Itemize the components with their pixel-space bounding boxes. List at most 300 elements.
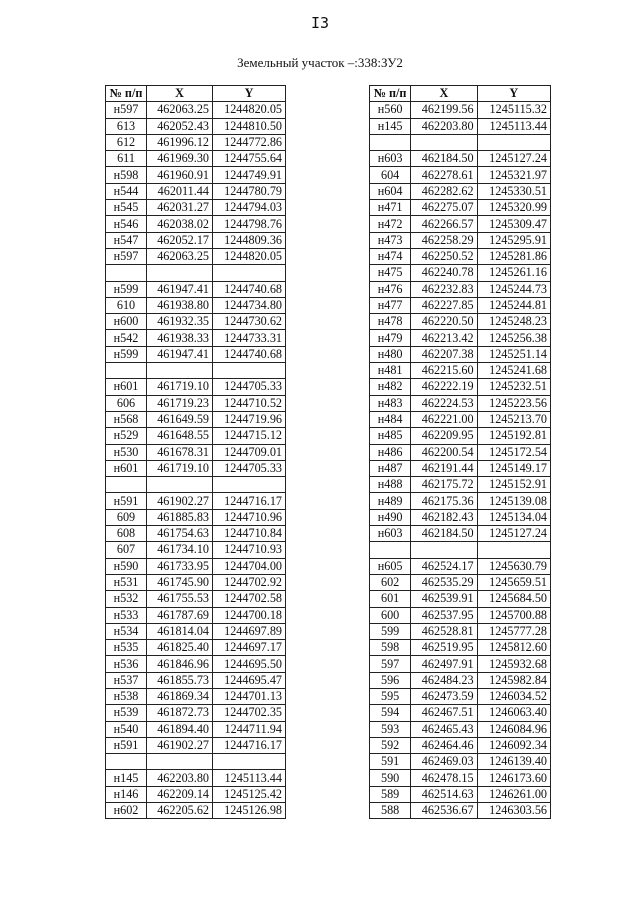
- page-number: I3: [310, 14, 330, 32]
- y-coordinate-cell: 1245134.04: [477, 509, 550, 525]
- x-coordinate-cell: 461754.63: [147, 526, 213, 542]
- x-coordinate-cell: 461719.23: [147, 395, 213, 411]
- table-row: [370, 167, 551, 183]
- header-x: X: [147, 86, 213, 102]
- x-coordinate-cell: 462220.50: [411, 314, 477, 330]
- table-row: [106, 672, 286, 688]
- table-row: [106, 623, 286, 639]
- point-number-cell: 598: [370, 640, 411, 656]
- y-coordinate-cell: 1244733.31: [213, 330, 286, 346]
- point-number-cell: н471: [370, 200, 411, 216]
- y-coordinate-cell: 1244755.64: [213, 151, 286, 167]
- table-row: [370, 118, 551, 134]
- table-row: [106, 379, 286, 395]
- y-coordinate-cell: 1245251.14: [477, 346, 550, 362]
- y-coordinate-cell: 1245256.38: [477, 330, 550, 346]
- x-coordinate-cell: [147, 363, 213, 379]
- x-coordinate-cell: 462258.29: [411, 232, 477, 248]
- x-coordinate-cell: 461969.30: [147, 151, 213, 167]
- table-row: [106, 395, 286, 411]
- point-number-cell: [106, 754, 147, 770]
- point-number-cell: н601: [106, 379, 147, 395]
- y-coordinate-cell: 1245244.73: [477, 281, 550, 297]
- point-number-cell: н530: [106, 444, 147, 460]
- y-coordinate-cell: 1244780.79: [213, 183, 286, 199]
- point-number-cell: 612: [106, 134, 147, 150]
- point-number-cell: н145: [106, 770, 147, 786]
- coordinates-table-left: [105, 85, 286, 819]
- y-coordinate-cell: 1245700.88: [477, 607, 550, 623]
- y-coordinate-cell: 1245330.51: [477, 183, 550, 199]
- x-coordinate-cell: 462031.27: [147, 200, 213, 216]
- point-number-cell: н487: [370, 460, 411, 476]
- table-row: [106, 786, 286, 802]
- point-number-cell: 590: [370, 770, 411, 786]
- y-coordinate-cell: 1246092.34: [477, 737, 550, 753]
- table-row: [106, 721, 286, 737]
- table-row: [106, 167, 286, 183]
- x-coordinate-cell: 462191.44: [411, 460, 477, 476]
- point-number-cell: н603: [370, 151, 411, 167]
- table-row: [370, 591, 551, 607]
- y-coordinate-cell: 1245932.68: [477, 656, 550, 672]
- point-number-cell: н478: [370, 314, 411, 330]
- point-number-cell: 591: [370, 754, 411, 770]
- y-coordinate-cell: 1245295.91: [477, 232, 550, 248]
- x-coordinate-cell: 461996.12: [147, 134, 213, 150]
- x-coordinate-cell: [147, 265, 213, 281]
- x-coordinate-cell: 461938.33: [147, 330, 213, 346]
- y-coordinate-cell: 1246084.96: [477, 721, 550, 737]
- x-coordinate-cell: 462200.54: [411, 444, 477, 460]
- point-number-cell: н490: [370, 509, 411, 525]
- point-number-cell: н529: [106, 428, 147, 444]
- table-row: [370, 477, 551, 493]
- table-row: [106, 118, 286, 134]
- table-row: [106, 428, 286, 444]
- table-row: [370, 460, 551, 476]
- table-row: [370, 379, 551, 395]
- table-row: [106, 330, 286, 346]
- y-coordinate-cell: 1244701.13: [213, 688, 286, 704]
- table-row: [370, 803, 551, 819]
- point-number-cell: [106, 477, 147, 493]
- table-row: [106, 558, 286, 574]
- table-row: [106, 460, 286, 476]
- table-row: [370, 265, 551, 281]
- table-row: [106, 493, 286, 509]
- table-row: [370, 770, 551, 786]
- point-number-cell: 602: [370, 574, 411, 590]
- table-row: [106, 248, 286, 264]
- x-coordinate-cell: 462184.50: [411, 151, 477, 167]
- y-coordinate-cell: 1245244.81: [477, 297, 550, 313]
- y-coordinate-cell: 1244702.92: [213, 574, 286, 590]
- point-number-cell: 611: [106, 151, 147, 167]
- y-coordinate-cell: 1245261.16: [477, 265, 550, 281]
- y-coordinate-cell: 1245213.70: [477, 411, 550, 427]
- y-coordinate-cell: [213, 477, 286, 493]
- y-coordinate-cell: 1245139.08: [477, 493, 550, 509]
- x-coordinate-cell: 462205.62: [147, 803, 213, 819]
- point-number-cell: 589: [370, 786, 411, 802]
- x-coordinate-cell: 462011.44: [147, 183, 213, 199]
- point-number-cell: н486: [370, 444, 411, 460]
- point-number-cell: н544: [106, 183, 147, 199]
- point-number-cell: н146: [106, 786, 147, 802]
- table-row: [370, 640, 551, 656]
- x-coordinate-cell: 462519.95: [411, 640, 477, 656]
- y-coordinate-cell: 1245126.98: [213, 803, 286, 819]
- x-coordinate-cell: 462464.46: [411, 737, 477, 753]
- y-coordinate-cell: 1244820.05: [213, 102, 286, 118]
- x-coordinate-cell: 461855.73: [147, 672, 213, 688]
- point-number-cell: н473: [370, 232, 411, 248]
- y-coordinate-cell: 1245127.24: [477, 151, 550, 167]
- y-coordinate-cell: 1244734.80: [213, 297, 286, 313]
- x-coordinate-cell: 461932.35: [147, 314, 213, 330]
- table-row: [370, 232, 551, 248]
- table-row: [370, 558, 551, 574]
- table-row: [370, 688, 551, 704]
- table-row: [370, 574, 551, 590]
- header-y: Y: [213, 86, 286, 102]
- point-number-cell: н540: [106, 721, 147, 737]
- x-coordinate-cell: 462484.23: [411, 672, 477, 688]
- point-number-cell: н601: [106, 460, 147, 476]
- x-coordinate-cell: 462038.02: [147, 216, 213, 232]
- x-coordinate-cell: [411, 542, 477, 558]
- point-number-cell: н482: [370, 379, 411, 395]
- x-coordinate-cell: 461894.40: [147, 721, 213, 737]
- y-coordinate-cell: 1244705.33: [213, 460, 286, 476]
- point-number-cell: н605: [370, 558, 411, 574]
- point-number-cell: н535: [106, 640, 147, 656]
- x-coordinate-cell: 461902.27: [147, 737, 213, 753]
- point-number-cell: н537: [106, 672, 147, 688]
- y-coordinate-cell: 1244700.18: [213, 607, 286, 623]
- y-coordinate-cell: [213, 265, 286, 281]
- x-coordinate-cell: 461947.41: [147, 281, 213, 297]
- x-coordinate-cell: 462478.15: [411, 770, 477, 786]
- y-coordinate-cell: 1245659.51: [477, 574, 550, 590]
- y-coordinate-cell: 1244697.89: [213, 623, 286, 639]
- point-number-cell: н547: [106, 232, 147, 248]
- x-coordinate-cell: 462278.61: [411, 167, 477, 183]
- point-number-cell: 600: [370, 607, 411, 623]
- y-coordinate-cell: 1244697.17: [213, 640, 286, 656]
- y-coordinate-cell: 1246063.40: [477, 705, 550, 721]
- x-coordinate-cell: 462473.59: [411, 688, 477, 704]
- point-number-cell: 593: [370, 721, 411, 737]
- table-row: [370, 411, 551, 427]
- y-coordinate-cell: 1245152.91: [477, 477, 550, 493]
- table-row: [370, 281, 551, 297]
- point-number-cell: 597: [370, 656, 411, 672]
- point-number-cell: [370, 542, 411, 558]
- point-number-cell: н539: [106, 705, 147, 721]
- table-row: [106, 509, 286, 525]
- y-coordinate-cell: 1244772.86: [213, 134, 286, 150]
- point-number-cell: н534: [106, 623, 147, 639]
- x-coordinate-cell: 461885.83: [147, 509, 213, 525]
- x-coordinate-cell: 461902.27: [147, 493, 213, 509]
- table-row: [106, 411, 286, 427]
- point-number-cell: н604: [370, 183, 411, 199]
- table-row: [106, 216, 286, 232]
- y-coordinate-cell: 1244730.62: [213, 314, 286, 330]
- table-row: [370, 216, 551, 232]
- table-row: [370, 444, 551, 460]
- point-number-cell: 588: [370, 803, 411, 819]
- x-coordinate-cell: 461678.31: [147, 444, 213, 460]
- x-coordinate-cell: 462227.85: [411, 297, 477, 313]
- table-row: [106, 477, 286, 493]
- x-coordinate-cell: 462514.63: [411, 786, 477, 802]
- x-coordinate-cell: 462275.07: [411, 200, 477, 216]
- y-coordinate-cell: 1245281.86: [477, 248, 550, 264]
- x-coordinate-cell: 462232.83: [411, 281, 477, 297]
- x-coordinate-cell: 461814.04: [147, 623, 213, 639]
- point-number-cell: 594: [370, 705, 411, 721]
- table-row: [106, 281, 286, 297]
- x-coordinate-cell: 461938.80: [147, 297, 213, 313]
- table-row: [106, 346, 286, 362]
- table-row: [370, 330, 551, 346]
- x-coordinate-cell: 462182.43: [411, 509, 477, 525]
- y-coordinate-cell: 1245125.42: [213, 786, 286, 802]
- point-number-cell: 613: [106, 118, 147, 134]
- table-row: [106, 444, 286, 460]
- point-number-cell: 592: [370, 737, 411, 753]
- point-number-cell: н590: [106, 558, 147, 574]
- y-coordinate-cell: 1245223.56: [477, 395, 550, 411]
- table-row: [106, 640, 286, 656]
- point-number-cell: н536: [106, 656, 147, 672]
- point-number-cell: н484: [370, 411, 411, 427]
- point-number-cell: н481: [370, 363, 411, 379]
- point-number-cell: н479: [370, 330, 411, 346]
- x-coordinate-cell: 462467.51: [411, 705, 477, 721]
- table-row: [370, 183, 551, 199]
- point-number-cell: 606: [106, 395, 147, 411]
- table-row: [370, 200, 551, 216]
- table-row: [370, 428, 551, 444]
- point-number-cell: н531: [106, 574, 147, 590]
- y-coordinate-cell: 1245320.99: [477, 200, 550, 216]
- x-coordinate-cell: 461846.96: [147, 656, 213, 672]
- point-number-cell: н145: [370, 118, 411, 134]
- point-number-cell: 595: [370, 688, 411, 704]
- table-row: [370, 542, 551, 558]
- x-coordinate-cell: 461787.69: [147, 607, 213, 623]
- y-coordinate-cell: [477, 134, 550, 150]
- x-coordinate-cell: 462465.43: [411, 721, 477, 737]
- y-coordinate-cell: 1244709.01: [213, 444, 286, 460]
- x-coordinate-cell: 462224.53: [411, 395, 477, 411]
- table-row: [106, 232, 286, 248]
- point-number-cell: 607: [106, 542, 147, 558]
- x-coordinate-cell: 462266.57: [411, 216, 477, 232]
- y-coordinate-cell: 1245113.44: [213, 770, 286, 786]
- point-number-cell: н533: [106, 607, 147, 623]
- y-coordinate-cell: 1244716.17: [213, 493, 286, 509]
- x-coordinate-cell: 462052.17: [147, 232, 213, 248]
- x-coordinate-cell: 462539.91: [411, 591, 477, 607]
- y-coordinate-cell: 1245630.79: [477, 558, 550, 574]
- y-coordinate-cell: 1244715.12: [213, 428, 286, 444]
- table-row: [106, 265, 286, 281]
- table-row: [370, 786, 551, 802]
- point-number-cell: н568: [106, 411, 147, 427]
- table-row: [370, 248, 551, 264]
- table-row: [106, 183, 286, 199]
- point-number-cell: н488: [370, 477, 411, 493]
- x-coordinate-cell: 462221.00: [411, 411, 477, 427]
- y-coordinate-cell: 1245241.68: [477, 363, 550, 379]
- y-coordinate-cell: 1245684.50: [477, 591, 550, 607]
- point-number-cell: н600: [106, 314, 147, 330]
- x-coordinate-cell: 462063.25: [147, 248, 213, 264]
- table-row: [370, 672, 551, 688]
- y-coordinate-cell: [213, 363, 286, 379]
- point-number-cell: [106, 363, 147, 379]
- y-coordinate-cell: 1245321.97: [477, 167, 550, 183]
- point-number-cell: 596: [370, 672, 411, 688]
- table-row: [370, 656, 551, 672]
- table-row: [106, 200, 286, 216]
- table-row: [106, 134, 286, 150]
- table-row: [370, 363, 551, 379]
- y-coordinate-cell: 1244710.84: [213, 526, 286, 542]
- table-row: [106, 363, 286, 379]
- y-coordinate-cell: 1246173.60: [477, 770, 550, 786]
- point-number-cell: н480: [370, 346, 411, 362]
- y-coordinate-cell: 1244749.91: [213, 167, 286, 183]
- point-number-cell: н599: [106, 281, 147, 297]
- x-coordinate-cell: 462240.78: [411, 265, 477, 281]
- y-coordinate-cell: 1244719.96: [213, 411, 286, 427]
- x-coordinate-cell: 462250.52: [411, 248, 477, 264]
- table-row: [106, 754, 286, 770]
- x-coordinate-cell: 462469.03: [411, 754, 477, 770]
- point-number-cell: н591: [106, 493, 147, 509]
- x-coordinate-cell: 462199.56: [411, 102, 477, 118]
- table-row: [106, 314, 286, 330]
- point-number-cell: 601: [370, 591, 411, 607]
- point-number-cell: н483: [370, 395, 411, 411]
- point-number-cell: [106, 265, 147, 281]
- y-coordinate-cell: 1244820.05: [213, 248, 286, 264]
- table-row: [370, 705, 551, 721]
- x-coordinate-cell: 462175.36: [411, 493, 477, 509]
- y-coordinate-cell: 1244695.47: [213, 672, 286, 688]
- table-row: [370, 737, 551, 753]
- header-point-number: № п/п: [106, 86, 147, 102]
- point-number-cell: н477: [370, 297, 411, 313]
- table-row: [370, 721, 551, 737]
- point-number-cell: 599: [370, 623, 411, 639]
- y-coordinate-cell: 1244794.03: [213, 200, 286, 216]
- x-coordinate-cell: 462207.38: [411, 346, 477, 362]
- y-coordinate-cell: 1244710.96: [213, 509, 286, 525]
- x-coordinate-cell: 462213.42: [411, 330, 477, 346]
- y-coordinate-cell: 1245982.84: [477, 672, 550, 688]
- y-coordinate-cell: 1246261.00: [477, 786, 550, 802]
- y-coordinate-cell: 1244695.50: [213, 656, 286, 672]
- point-number-cell: н597: [106, 248, 147, 264]
- x-coordinate-cell: 462209.95: [411, 428, 477, 444]
- y-coordinate-cell: 1245113.44: [477, 118, 550, 134]
- x-coordinate-cell: 462528.81: [411, 623, 477, 639]
- table-row: [106, 574, 286, 590]
- point-number-cell: 604: [370, 167, 411, 183]
- x-coordinate-cell: 461869.34: [147, 688, 213, 704]
- coordinates-table-right: [369, 85, 551, 819]
- y-coordinate-cell: 1245812.60: [477, 640, 550, 656]
- table-row: [370, 346, 551, 362]
- point-number-cell: н474: [370, 248, 411, 264]
- y-coordinate-cell: [213, 754, 286, 770]
- y-coordinate-cell: 1245232.51: [477, 379, 550, 395]
- table-row: [106, 526, 286, 542]
- table-row: [106, 688, 286, 704]
- y-coordinate-cell: 1245777.28: [477, 623, 550, 639]
- y-coordinate-cell: 1244810.50: [213, 118, 286, 134]
- x-coordinate-cell: 462535.29: [411, 574, 477, 590]
- table-row: [370, 509, 551, 525]
- x-coordinate-cell: 462063.25: [147, 102, 213, 118]
- table-row: [106, 656, 286, 672]
- table-row: [106, 607, 286, 623]
- x-coordinate-cell: 461947.41: [147, 346, 213, 362]
- x-coordinate-cell: 462052.43: [147, 118, 213, 134]
- point-number-cell: н602: [106, 803, 147, 819]
- x-coordinate-cell: 461734.10: [147, 542, 213, 558]
- x-coordinate-cell: 461872.73: [147, 705, 213, 721]
- x-coordinate-cell: [147, 754, 213, 770]
- table-row: [106, 705, 286, 721]
- y-coordinate-cell: 1244711.94: [213, 721, 286, 737]
- point-number-cell: н591: [106, 737, 147, 753]
- y-coordinate-cell: 1245149.17: [477, 460, 550, 476]
- point-number-cell: н545: [106, 200, 147, 216]
- x-coordinate-cell: 461733.95: [147, 558, 213, 574]
- x-coordinate-cell: 462536.67: [411, 803, 477, 819]
- x-coordinate-cell: 462497.91: [411, 656, 477, 672]
- point-number-cell: 609: [106, 509, 147, 525]
- y-coordinate-cell: 1245192.81: [477, 428, 550, 444]
- table-row: [370, 526, 551, 542]
- point-number-cell: н542: [106, 330, 147, 346]
- y-coordinate-cell: 1244710.52: [213, 395, 286, 411]
- header-point-number: № п/п: [370, 86, 411, 102]
- table-row: [370, 493, 551, 509]
- table-row: [370, 297, 551, 313]
- table-row: [106, 770, 286, 786]
- y-coordinate-cell: 1245115.32: [477, 102, 550, 118]
- y-coordinate-cell: 1245127.24: [477, 526, 550, 542]
- point-number-cell: н599: [106, 346, 147, 362]
- point-number-cell: н546: [106, 216, 147, 232]
- point-number-cell: н560: [370, 102, 411, 118]
- x-coordinate-cell: 461755.53: [147, 591, 213, 607]
- x-coordinate-cell: 462184.50: [411, 526, 477, 542]
- x-coordinate-cell: 462282.62: [411, 183, 477, 199]
- x-coordinate-cell: 462524.17: [411, 558, 477, 574]
- y-coordinate-cell: 1244740.68: [213, 346, 286, 362]
- point-number-cell: н472: [370, 216, 411, 232]
